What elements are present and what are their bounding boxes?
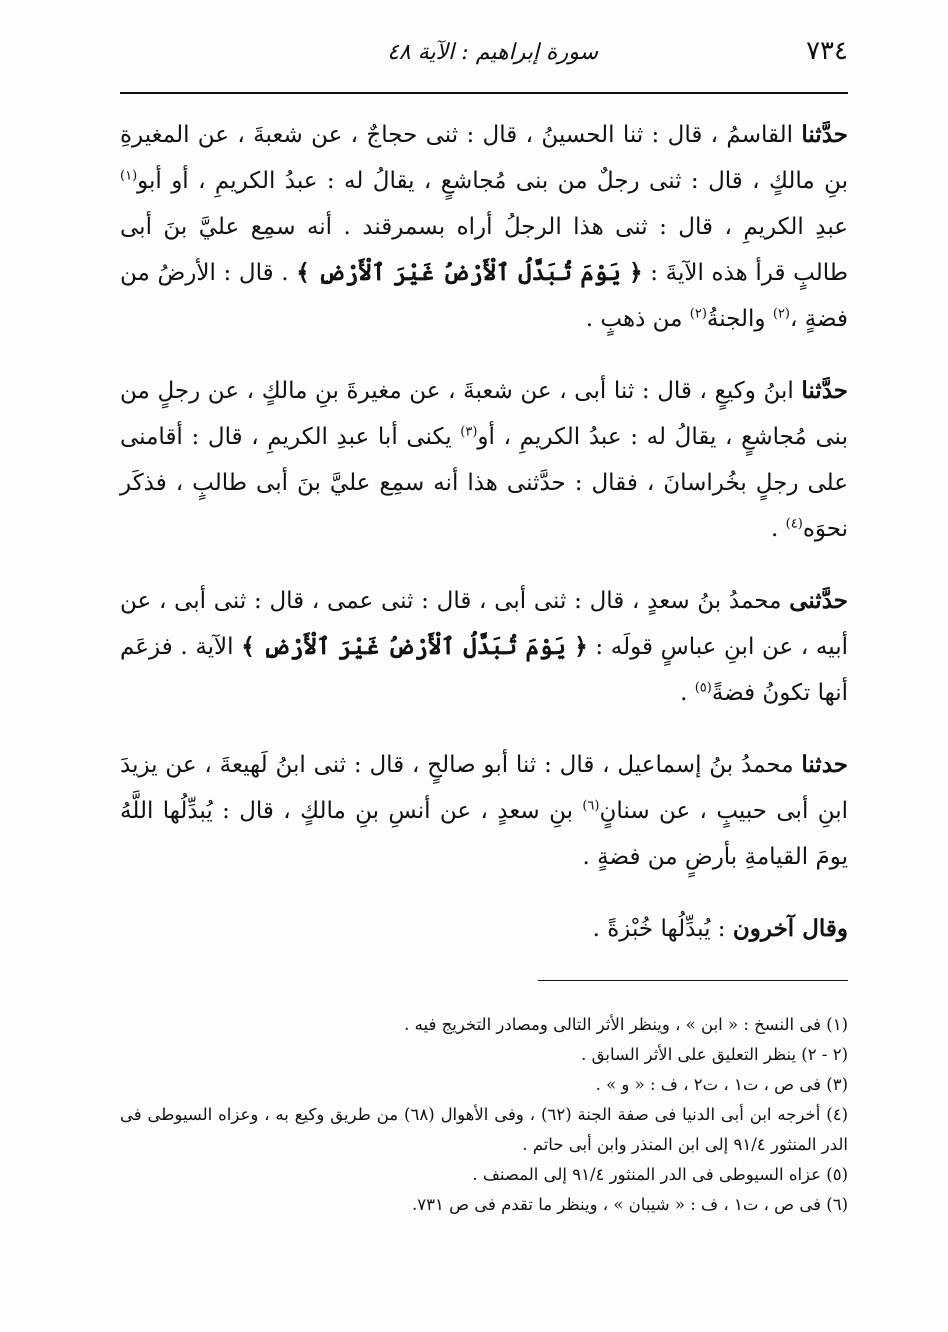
footnote-ref: (١) — [120, 168, 138, 184]
footnote-ref: (٦) — [582, 798, 600, 814]
opinion-paragraph — [120, 906, 848, 952]
narration-text: بنِ سعدٍ ، عن أنسِ بنِ مالكٍ ، قال : يُبدِّلُها اللَّهُ يومَ القيامةِ بأرضٍ من فضةٍ . — [120, 798, 848, 870]
narration-text: الآية . فزعَم أنها تكونُ فضةً — [120, 634, 848, 706]
narration-paragraph — [120, 742, 848, 880]
narration-text: محمدُ بنُ إسماعيل ، قال : ثنا أبو صالحٍ ، قال : ثنى ابنُ لَهيعةَ ، عن يزيدَ ابنِ أبى حبيبٍ ، عن سنانٍ — [120, 752, 848, 824]
main-text — [120, 112, 848, 952]
header-rule — [120, 92, 848, 94]
footnote: (٢ - ٢) ينظر التعليق على الأثر السابق . — [581, 1045, 848, 1064]
footnotes — [120, 1010, 848, 1220]
footnote: (٤) أخرجه ابن أبى الدنيا فى صفة الجنة (٦٢) ، وفى الأهوال (٦٨) من طريق وكيع به ، وعزاه السيوطى فى الدر المنثور ٩١/٤ إلى ابن المنذر وابن أبى حاتم . — [120, 1105, 848, 1154]
footnote-ref: (٤) — [785, 516, 803, 532]
narration-text: يكنى أبا عبدِ الكريمِ ، قال : أقامنى على رجلٍ بخُراسانَ ، فقال : حدَّثنى هذا أنه سمِع عليَّ بنَ أبى طالبٍ ، فذكَر نحوَه — [120, 424, 848, 542]
narration-lead: حدَّثنى — [789, 587, 848, 614]
footnote-separator — [538, 980, 848, 981]
narration-paragraph — [120, 368, 848, 552]
quran-verse: ﴿ يَوْمَ تُبَدَّلُ ٱلْأَرْضُ غَيْرَ ٱلْأَرْضِ ﴾ — [296, 259, 643, 286]
narration-text: من ذهبٍ . — [585, 306, 690, 332]
quran-verse: ﴿ يَوْمَ تُبَدَّلُ ٱلْأَرْضُ غَيْرَ ٱلْأَرْضِ ﴾ — [241, 633, 588, 660]
narration-text: محمدُ بنُ سعدٍ ، قال : ثنى أبى ، قال : ثنى عمى ، قال : ثنى أبى ، عن أبيه ، عن ابنِ عباسٍ قولَه : — [120, 588, 848, 660]
footnote-ref: (٢) — [772, 306, 790, 322]
footnote: (١) فى النسخ : « ابن » ، وينظر الأثر التالى ومصادر التخريج فيه . — [404, 1015, 848, 1034]
opinion-text: : يُبدِّلُها خُبْزةً . — [592, 916, 733, 942]
narration-text: . — [771, 516, 786, 542]
narration-lead: حدَّثنا — [801, 121, 848, 148]
page-number: ٧٣٤ — [806, 36, 848, 66]
narration-text: القاسمُ ، قال : ثنا الحسينُ ، قال : ثنى حجاجٌ ، عن شعبةَ ، عن المغيرةِ بنِ مالكٍ ، قال : ثنى رجلٌ من بنى مُجاشعٍ ، يقالُ له : عبدُ الكريمِ ، أو أبو — [120, 122, 848, 194]
page-header — [120, 30, 848, 90]
opinion-lead: وقال آخرون — [732, 915, 848, 942]
running-title: سورة إبراهيم : الآية ٤٨ — [387, 40, 598, 65]
narration-text: . — [680, 680, 695, 706]
narration-text: . قال : الأرضُ من فضةٍ ، — [120, 260, 848, 332]
footnote: (٣) فى ص ، ت١ ، ت٢ ، ف : « و » . — [595, 1075, 848, 1094]
footnote: (٥) عزاه السيوطى فى الدر المنثور ٩١/٤ إلى المصنف . — [472, 1165, 848, 1184]
footnote-ref: (٣) — [460, 424, 478, 440]
narration-lead: حدَّثنا — [801, 377, 848, 404]
footnote-ref: (٥) — [694, 680, 712, 696]
narration-text: ابنُ وكيعٍ ، قال : ثنا أبى ، عن شعبةَ ، عن مغيرةَ بنِ مالكٍ ، عن رجلٍ من بنى مُجاشعٍ ، يقالُ له : عبدُ الكريمِ ، أو — [120, 378, 848, 450]
narration-text: والجنةُ — [706, 306, 773, 332]
footnote: (٦) فى ص ، ت١ ، ف : « شيبان » ، وينظر ما تقدم فى ص ٧٣١. — [412, 1195, 848, 1214]
narration-paragraph — [120, 112, 848, 342]
narration-text: عبدِ الكريمِ ، قال : ثنى هذا الرجلُ أراه بسمرقند . أنه سمِع عليَّ بنَ أبى طالبٍ قرأ هذه الآيةَ : — [120, 214, 849, 286]
narration-lead: حدثنا — [801, 751, 848, 778]
footnote-ref: (٢) — [689, 306, 707, 322]
narration-paragraph — [120, 578, 848, 716]
